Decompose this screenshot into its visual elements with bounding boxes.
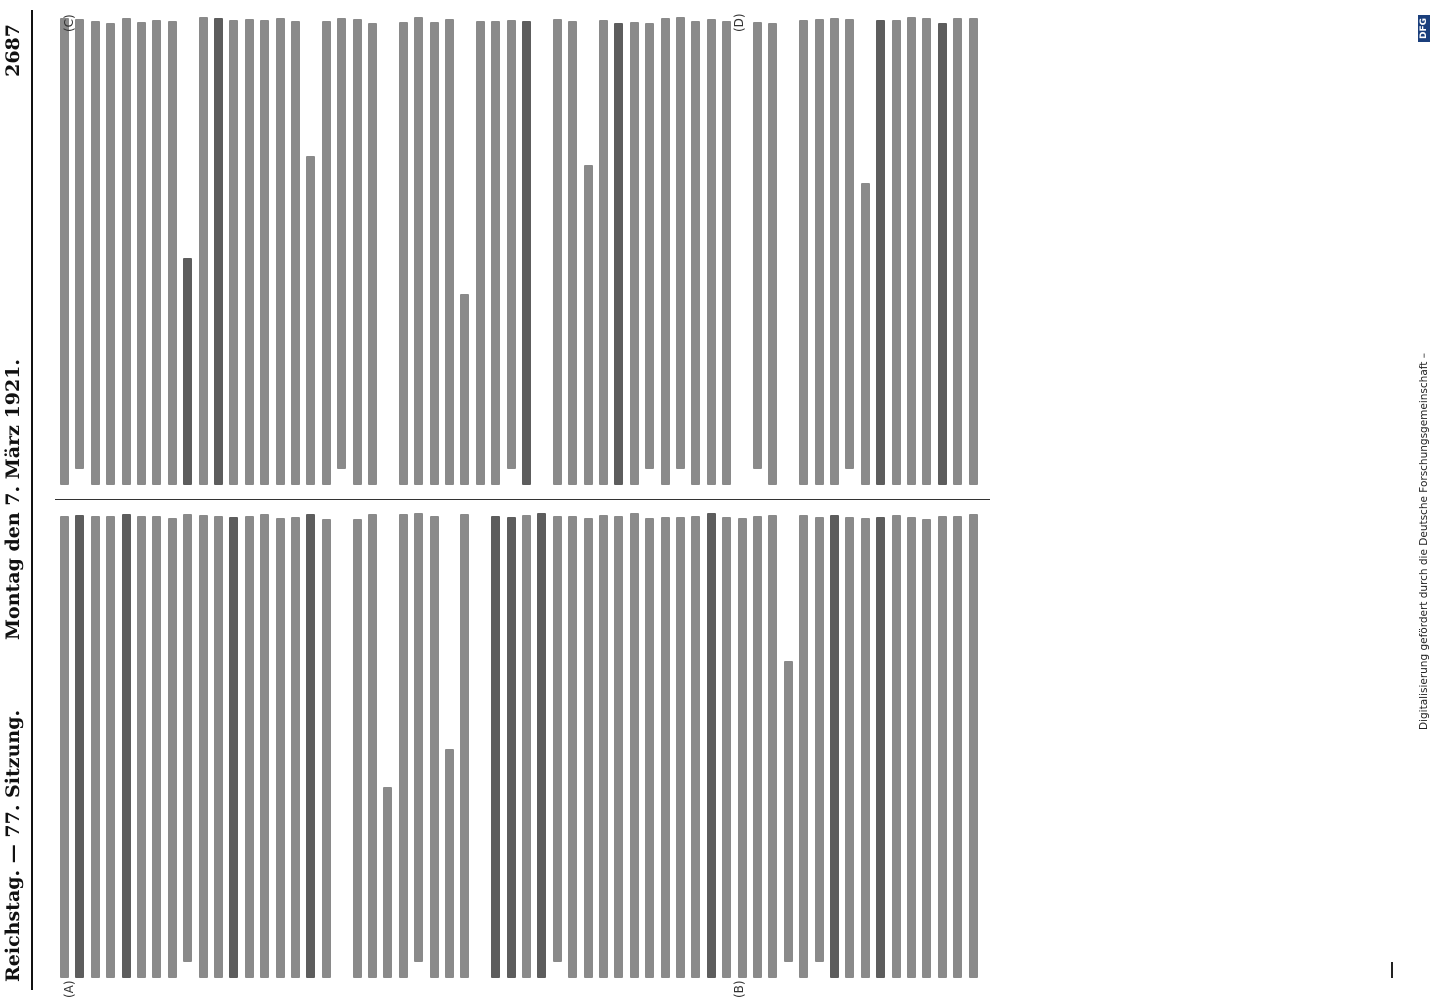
margin-marker-d: (D) [732, 13, 746, 32]
text-line [738, 518, 747, 978]
text-line [892, 515, 901, 978]
text-line [106, 516, 115, 978]
text-line [306, 514, 315, 978]
text-line [260, 20, 269, 485]
text-line [122, 18, 131, 485]
text-line [861, 183, 870, 485]
text-line [953, 516, 962, 978]
text-line [938, 23, 947, 485]
margin-marker-b: (B) [732, 980, 746, 998]
text-line [815, 517, 824, 962]
text-line [491, 21, 500, 485]
text-line [337, 18, 346, 469]
text-line [922, 18, 931, 485]
text-line [229, 20, 238, 485]
text-line [460, 294, 469, 485]
text-line [753, 516, 762, 978]
text-line [460, 514, 469, 978]
text-line [614, 516, 623, 978]
column-divider [55, 499, 990, 500]
running-head [0, 0, 34, 1000]
text-line [907, 517, 916, 978]
text-line [676, 517, 685, 978]
text-line [229, 517, 238, 978]
text-line [645, 23, 654, 469]
text-line [60, 18, 69, 485]
text-line [445, 749, 454, 978]
side-notice-text: Digitalisierung gefördert durch die Deutsche Forschungsgemeinschaft – [1418, 353, 1430, 730]
text-line [568, 516, 577, 978]
running-head-date: Montag den 7. März 1921. [2, 358, 24, 640]
text-line [845, 517, 854, 978]
text-line [599, 516, 608, 979]
left-column [58, 513, 988, 978]
margin-marker-a: (A) [62, 980, 76, 998]
text-line [353, 519, 362, 978]
text-line [507, 517, 516, 978]
text-line [630, 22, 639, 485]
text-line [969, 514, 978, 978]
text-line [353, 19, 362, 485]
text-line [106, 23, 115, 485]
text-line [768, 515, 777, 978]
text-line [845, 19, 854, 469]
text-line [568, 21, 577, 485]
text-line [368, 23, 377, 485]
text-line [168, 21, 177, 485]
text-line [645, 518, 654, 978]
text-line [938, 516, 947, 978]
scan-edge-mark [1391, 962, 1393, 978]
text-line [691, 516, 700, 978]
text-line [768, 23, 777, 485]
text-line [630, 513, 639, 978]
text-line [137, 516, 146, 978]
text-line [584, 518, 593, 978]
text-line [830, 515, 839, 978]
text-line [661, 18, 670, 485]
text-line [522, 21, 531, 485]
text-line [476, 21, 485, 485]
text-line [784, 661, 793, 962]
text-line [722, 517, 731, 978]
text-line [199, 515, 208, 978]
text-line [430, 22, 439, 485]
text-line [876, 517, 885, 978]
text-line [907, 17, 916, 485]
text-line [722, 21, 731, 485]
text-line [922, 519, 931, 978]
text-line [383, 787, 392, 978]
text-line [830, 18, 839, 485]
text-line [753, 22, 762, 469]
text-line [430, 516, 439, 978]
text-line [322, 21, 331, 485]
text-line [676, 17, 685, 469]
text-line [553, 19, 562, 485]
text-line [168, 518, 177, 978]
text-line [183, 258, 192, 485]
text-line [861, 518, 870, 978]
text-line [60, 516, 69, 978]
text-line [183, 514, 192, 962]
page-number: 2687 [2, 24, 24, 77]
text-line [445, 19, 454, 485]
text-line [322, 519, 331, 978]
text-line [91, 21, 100, 485]
text-line [152, 20, 161, 485]
text-line [553, 516, 562, 962]
text-line [260, 514, 269, 978]
text-line [75, 19, 84, 469]
text-line [91, 516, 100, 978]
side-notice [1416, 0, 1434, 990]
text-line [75, 515, 84, 978]
text-line [214, 516, 223, 978]
text-line [122, 514, 131, 978]
text-line [245, 516, 254, 978]
text-line [522, 515, 531, 978]
text-line [599, 20, 608, 485]
text-line [815, 19, 824, 485]
text-line [707, 513, 716, 978]
text-line [691, 21, 700, 485]
text-line [276, 18, 285, 485]
text-line [152, 516, 161, 978]
text-line [399, 22, 408, 485]
text-line [491, 516, 500, 978]
text-line [661, 517, 670, 978]
text-line [199, 17, 208, 485]
header-rule [31, 10, 33, 990]
text-line [399, 514, 408, 978]
text-line [306, 156, 315, 485]
text-line [276, 518, 285, 978]
text-line [969, 18, 978, 485]
running-head-left: Reichstag. — 77. Sitzung. [2, 709, 24, 982]
text-line [137, 22, 146, 485]
text-line [614, 23, 623, 485]
text-line [291, 21, 300, 485]
text-line [799, 515, 808, 978]
margin-marker-c: (C) [62, 14, 76, 32]
text-line [537, 513, 546, 978]
text-line [584, 165, 593, 485]
text-line [892, 20, 901, 485]
right-column [58, 17, 988, 485]
text-line [507, 20, 516, 469]
text-line [414, 17, 423, 485]
text-line [214, 18, 223, 485]
text-line [876, 20, 885, 485]
text-line [414, 513, 423, 962]
text-line [368, 514, 377, 978]
text-line [291, 517, 300, 978]
dfg-logo: DFG [1418, 15, 1430, 42]
text-line [245, 19, 254, 485]
text-line [953, 18, 962, 485]
text-line [799, 20, 808, 485]
text-line [707, 19, 716, 485]
